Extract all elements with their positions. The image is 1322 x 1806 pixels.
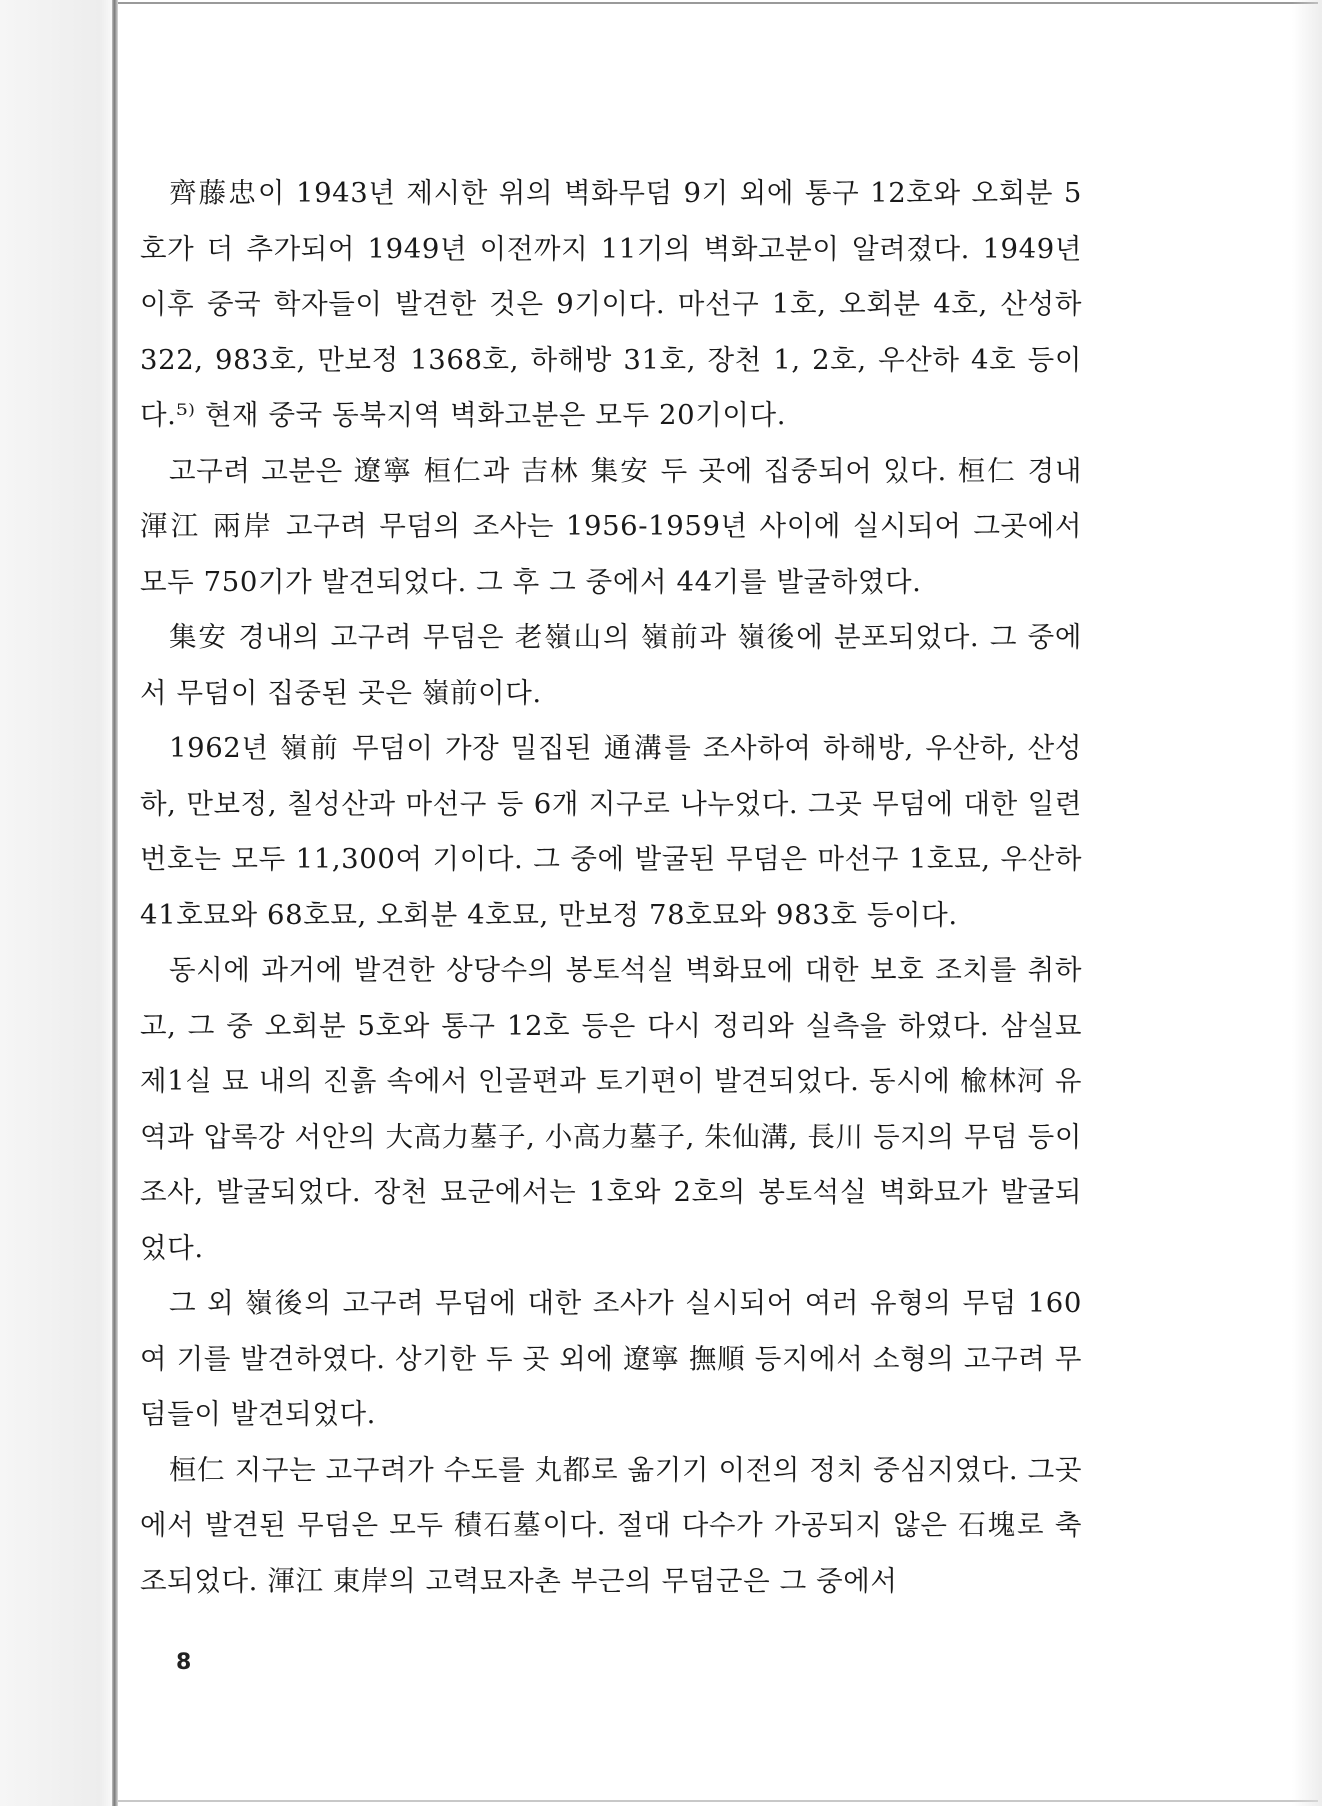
page-number: 8 [176,1650,192,1675]
paragraph-1: 齊藤忠이 1943년 제시한 위의 벽화무덤 9기 외에 통구 12호와 오회분 5호가 더 추가되어 1949년 이전까지 11기의 벽화고분이 알려졌다. 1949년 이후 중국 학자들이 발견한 것은 9기이다. 마선구 1호, 오회분 4호, 산성하 322, 983호, 만보정 1368호, 하해방 31호, 장천 1, 2호, 우산하 4호 등이다.⁵⁾ 현재 중국 동북지역 벽화고분은 모두 20기이다. [140,177,1082,431]
paragraph-6: 그 외 嶺後의 고구려 무덤에 대한 조사가 실시되어 여러 유형의 무덤 160여 기를 발견하였다. 상기한 두 곳 외에 遼寧 撫順 등지에서 소형의 고구려 무덤들이 발견되었다. [140,1287,1082,1430]
paragraph-7: 桓仁 지구는 고구려가 수도를 丸都로 옮기기 이전의 정치 중심지였다. 그곳에서 발견된 무덤은 모두 積石墓이다. 절대 다수가 가공되지 않은 石塊로 축조되었다. 渾江 東岸의 고력묘자촌 부근의 무덤군은 그 중에서 [140,1453,1082,1597]
body-text [140,166,1082,1609]
paragraph-2: 고구려 고분은 遼寧 桓仁과 吉林 集安 두 곳에 집중되어 있다. 桓仁 경내 渾江 兩岸 고구려 무덤의 조사는 1956-1959년 사이에 실시되어 그곳에서 모두 750기가 발견되었다. 그 후 그 중에서 44기를 발굴하였다. [140,454,1082,598]
paragraph-4: 1962년 嶺前 무덤이 가장 밀집된 通溝를 조사하여 하해방, 우산하, 산성하, 만보정, 칠성산과 마선구 등 6개 지구로 나누었다. 그곳 무덤에 대한 일련 번호는 모두 11,300여 기이다. 그 중에 발굴된 무덤은 마선구 1호묘, 우산하 41호묘와 68호묘, 오회분 4호묘, 만보정 78호묘와 983호 등이다. [140,732,1082,931]
page-shadow [1292,0,1322,1806]
paragraph-3: 集安 경내의 고구려 무덤은 老嶺山의 嶺前과 嶺後에 분포되었다. 그 중에서 무덤이 집중된 곳은 嶺前이다. [140,621,1082,709]
paragraph-5: 동시에 과거에 발견한 상당수의 봉토석실 벽화묘에 대한 보호 조치를 취하고, 그 중 오회분 5호와 통구 12호 등은 다시 정리와 실측을 하였다. 삼실묘 제1실 묘 내의 진흙 속에서 인골편과 토기편이 발견되었다. 동시에 楡林河 유역과 압록강 서안의 大高力墓子, 小高力墓子, 朱仙溝, 長川 등지의 무덤 등이 조사, 발굴되었다. 장천 묘군에서는 1호와 2호의 봉토석실 벽화묘가 발굴되었다. [140,954,1082,1264]
